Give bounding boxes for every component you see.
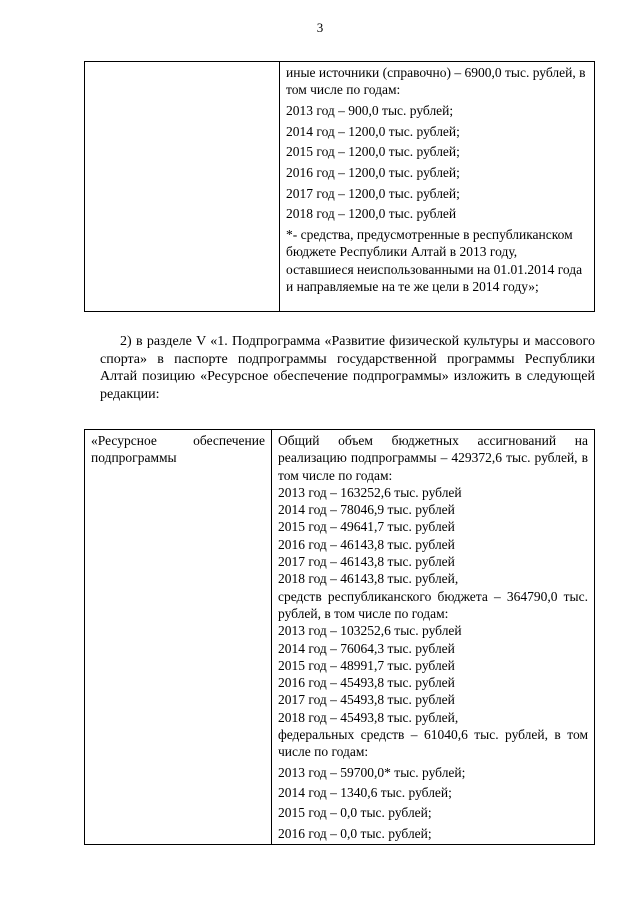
amendment-paragraph: 2) в разделе V «1. Подпрограмма «Развитие физической культуры и массового спорта» в паспорте подпрограммы государственной программы Республики Алтай позицию «Ресурсное обеспечение подпрограммы» изложить в следующей редакции:: [100, 334, 595, 402]
table2-line: 2013 год – 59700,0* тыс. рублей;: [278, 764, 466, 780]
table2-line: 2013 год – 103252,6 тыс. рублей: [278, 623, 462, 639]
table1-left-cell: [85, 62, 280, 312]
table2-line: Общий объем бюджетных ассигнований на реализацию подпрограммы – 429372,6 тыс. рублей, в том числе по годам:: [278, 433, 588, 483]
table1-line: 2014 год – 1200,0 тыс. рублей;: [286, 123, 460, 139]
table2-line: 2017 год – 45493,8 тыс. рублей: [278, 692, 455, 708]
table2-line: 2014 год – 76064,3 тыс. рублей: [278, 640, 455, 656]
table1-line: иные источники (справочно) – 6900,0 тыс. рублей, в том числе по годам:: [286, 65, 586, 98]
table2-line: 2014 год – 1340,6 тыс. рублей;: [278, 784, 452, 800]
table2-left-cell: «Ресурсное обеспечение подпрограммы: [85, 430, 272, 845]
table2-line: средств республиканского бюджета – 364790,0 тыс. рублей, в том числе по годам:: [278, 588, 588, 621]
table2-line: федеральных средств – 61040,6 тыс. рублей, в том числе по годам:: [278, 727, 588, 760]
table2-line: 2015 год – 48991,7 тыс. рублей: [278, 657, 455, 673]
table1-right-cell: [280, 62, 595, 312]
table1-line: 2016 год – 1200,0 тыс. рублей;: [286, 165, 460, 181]
table1-footnote: *- средства, предусмотренные в республиканском бюджете Республики Алтай в 2013 году, оставшиеся неиспользованными на 01.01.2014 года и направляемые на те же цели в 2014 году»;: [286, 227, 583, 294]
table2-line: 2016 год – 0,0 тыс. рублей;: [278, 825, 432, 841]
table1-line: 2018 год – 1200,0 тыс. рублей: [286, 206, 457, 222]
table2-right-cell: [272, 430, 595, 845]
table2-line: 2017 год – 46143,8 тыс. рублей: [278, 554, 455, 570]
table1-line: 2017 год – 1200,0 тыс. рублей;: [286, 185, 460, 201]
table1-line: 2013 год – 900,0 тыс. рублей;: [286, 102, 454, 118]
table2-line: 2015 год – 49641,7 тыс. рублей: [278, 519, 455, 535]
table2-line: 2013 год – 163252,6 тыс. рублей: [278, 484, 462, 500]
table1-line: 2015 год – 1200,0 тыс. рублей;: [286, 144, 460, 160]
table2-line: 2018 год – 46143,8 тыс. рублей,: [278, 571, 459, 587]
table2-line: 2015 год – 0,0 тыс. рублей;: [278, 805, 432, 821]
table2-line: 2016 год – 45493,8 тыс. рублей: [278, 675, 455, 691]
page-number: 3: [316, 20, 324, 35]
table2-line: 2016 год – 46143,8 тыс. рублей: [278, 536, 455, 552]
resource-table: [84, 429, 595, 845]
table2-line: 2014 год – 78046,9 тыс. рублей: [278, 502, 455, 518]
resource-table-continued: [84, 61, 595, 312]
table2-line: 2018 год – 45493,8 тыс. рублей,: [278, 709, 459, 725]
